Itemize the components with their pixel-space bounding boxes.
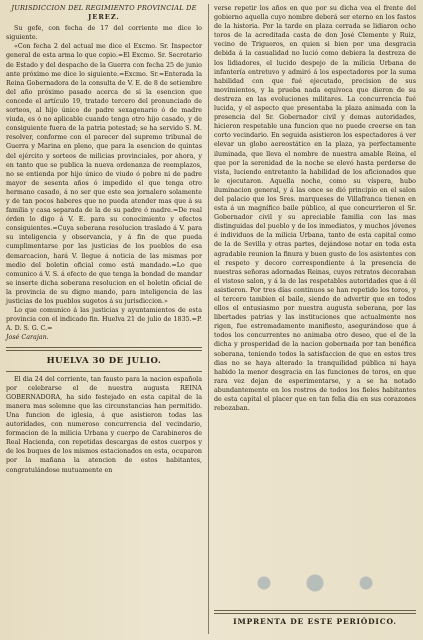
column-rule — [208, 4, 209, 634]
signature: José Carajan. — [6, 334, 49, 342]
intro-paragraph: Su gefe, con fecha de 17 del corriente me dice lo siguiente. — [6, 25, 202, 42]
watermark-stamp — [230, 568, 400, 598]
news-paragraph: El dia 24 del corriente, tan fausto para la nacion española por celebrarse el de nuestra augusta REINA GOBERNADORA, ha sido festejado en esta capital de la manera mas solemne que las circunstancias han permitido. Una funcion de iglesia, á que asistieron todas las autoridades, con numeroso concurrencia del vecindario, formacion de la milicia Urbana y cuerpo de Carabineros de Real Hacienda, con repetidas descargas de estos cuerpos y de los buques de los mismos estacionados en esta, ocuparon por la mañana la atencion de estos habitantes, congratulándose mutuamente en — [6, 375, 202, 474]
right-column — [214, 4, 416, 413]
jurisdiction-header — [6, 4, 202, 22]
header-title: JURISDICCION DEL REGIMIENTO PROVINCIAL DE — [11, 4, 197, 12]
section-divider-2 — [6, 371, 202, 372]
header-subtitle: JEREZ. — [88, 13, 120, 22]
imprint-footer — [214, 605, 416, 626]
left-column — [6, 4, 202, 475]
imprint-rule — [214, 610, 416, 614]
section-title: HUELVA 30 DE JULIO. — [46, 356, 162, 367]
section-divider — [6, 347, 202, 351]
royal-order-paragraph: «Con fecha 2 del actual me dice el Excmo. Sr. Inspector general de esta arma lo que copio.=El Excmo. Sr. Secretario de Estado y del despacho de la Guerra con fecha 25 de junio ante próximo me dice lo siguiente.=Excmo. Sr.=Enterada la Reina Gobernadora de la consulta de V. E. de 8 de setiembre del año próximo pasado acerca de si la esencion que concede el artículo 19, tratado tercero del pronunciado de sorteos, al hijo único de padre sexagenario ó de madre viuda, es ó no aplicable cuando tenga otro hijo casado, y de consiguiente fuera de la patria potestad; se ha servido S. M. resolver, conforme con el parecer del supremo tribunal de Guerra y Marina en pleno, que para la esencion de quintas del ejército y sorteos de milicias provinciales, por ahora, y en tanto que se publica la nueva ordenanza de reemplazos, no se entienda por hijo único de viudo ó pobre ni de padre mayor de sesenta años ó impedido el que tenga otro hermano casado, á no ser que este sea jornalero solamente y de tan pocos haberes que no pueda atender mas que á su familia y casa separada de la de su padre ó madre.=De real órden lo digo á V. E. para su conocimiento y efectos consiguientes.=Cuya soberana resolucion traslado á V. para su inteligencia y observancia, y á fin de que pueda cumplimentarse por las justicias de los pueblos de esa demarcacion, hará V. llegue á noticia de las mismas por medio del boletin oficial como está mandado.=Lo que comunico á V. S. á efecto de que tenga la bondad de mandar se inserte dicha soberana resolucion en el boletin oficial de la provincia de su digno mando, para inteligencia de las justicias de los pueblos sugetos á su jurisdiccion.» — [6, 43, 202, 305]
imprint-text: IMPRENTA DE ESTE PERIÓDICO. — [233, 617, 397, 626]
closing-paragraph: Lo que comunico á las justicias y ayuntamientos de esta provincia con el indicado fin. Huelva 21 de julio de 1835.=P. A. D. S. G. C.= — [6, 307, 202, 333]
news-continuation-paragraph: verse repetir los años en que por su dicha vea el frente del gobierno aquella cuyo nombre deberá ser eterno en los fastos de la historia. Por la tarde en plaza cerrada se lidiaron ocho toros de la acreditada casta de don José Clemente y Ruiz, vecino de Trigueros, en quien si bien por una desgracia debida á la casualidad no lució como debiera la destreza de los lidiadores, el lucido despejo de la milicia Urbana de infantería entretuvo y admiró á los espectadores por la suma habilidad con que fué ejecutado, precision de sus movimientos, y la prueba nada equívoca que dieron de su destreza en las evoluciones militares. La concurrencia fué lucida, y el aspecto que presentaba la plaza animada con la presencia del Sr. Gobernador civil y demas autoridades, hicieron respetable una funcion que no puede creerse en tan corto vecindario. En seguida asistieron los espectadores á ver elevar un globo aereostático en la plaza, ya perfectamente iluminada, que lleva el nombre de nuestra amable Reina, el que por la serenidad de la noche se elevó hasta perderse de vista, luciendo entretanto la habilidad de los aficionados que le ejecutaron. Aquella noche, como su víspera, hubo iluminacion general, y á las once se dió principio en el salon del palacio que los Sres. marqueses de Villafranca tienen en esta á un magnífico baile público, al que concurrieron el Sr. Gobernador civil y su apreciable familia con las mas distinguidas del pueblo y de los inmediatos, y muchos jóvenes é individuos de la milicia Urbana, tanto de esta capital como de la de Sevilla y otras partes, dejándose notar en toda esta agradable reunion la finura y buen gusto de los asistentes con el respeto y decoro correspondiente á la presencia de nuestras señoras adornadas Reinas, cuyos retratos decoraban el vistoso salon, y á la de las respetables autoridades que á él asistieron. Por tres días continuos se han repetido los toros, y el tercero tambien el baile, siendo de advertir que en todos ellos el entusiasmo por nuestra augusta soberana, por las libertades patrias y las instituciones que actualmente nos rigen, fue estremadamente manifiesto, asegurándose que á todos los concurrentes no animaba otro deseo, que el de la dicha y prosperidad de la nacion gobernada por tan benéfica soberana, teniendo todos la satisfaccion de que en estos tres dias no se haya alterado la tranquilidad pública ni haya habido la menor desgracia en las funciones de toros, en que rara vez dejan de esperimentarse, y a se ha notado abundantemente en los rostros de todos los fieles habitantes de esta capital el placer que en tan felia dia en sus corazones rebozaban. — [214, 5, 416, 413]
